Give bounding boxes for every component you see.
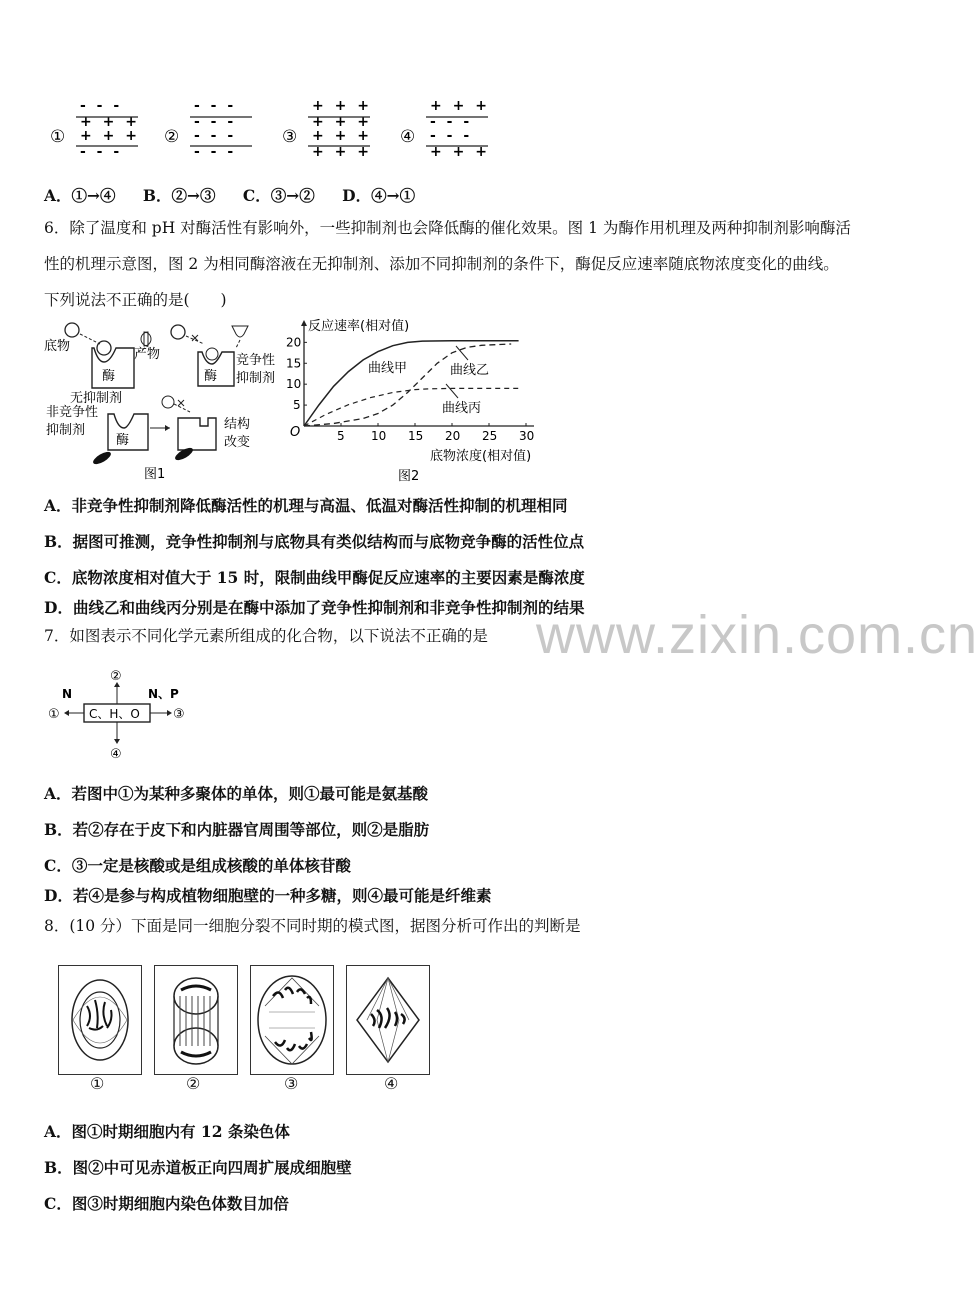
label-competitive: 竞争性 (236, 353, 276, 368)
q7-option-b: B．若②存在于皮下和内脏器官周围等部位，则②是脂肪 (44, 820, 430, 839)
q5-option-a: A．①→④ (44, 186, 116, 205)
cell-figure-1 (58, 965, 142, 1075)
cell-figure-4 (346, 965, 430, 1075)
x-axis-label: 底物浓度(相对值) (430, 449, 532, 464)
arrow-line (80, 334, 100, 344)
cell-caption-3: ③ (284, 1074, 299, 1093)
enzyme-mechanism-diagram (44, 318, 294, 484)
label-inhibitor: 抑制剂 (236, 371, 276, 386)
charge-row: - - - (194, 114, 237, 130)
cell-caption-2: ② (186, 1074, 201, 1093)
center-elements: C、H、O (89, 707, 140, 721)
compound-3: ③ (173, 707, 185, 722)
compound-1: ① (48, 707, 60, 722)
q7-stem: 7．如图表示不同化学元素所组成的化合物，以下说法不正确的是 (44, 627, 488, 645)
membrane-label: ④ (400, 127, 416, 147)
right-element: N、P (148, 687, 179, 701)
arrow-line (236, 340, 240, 348)
arrow-head (165, 425, 170, 431)
bound-noncompetitive-inhibitor (173, 446, 194, 463)
q7-option-a: A．若图中①为某种多聚体的单体，则①最可能是氨基酸 (44, 784, 429, 803)
altered-enzyme-shape (178, 418, 216, 450)
q6-option-d: D．曲线乙和曲线丙分别是在酶中添加了竞争性抑制剂和非竞争性抑制剂的结果 (44, 598, 585, 617)
charge-row: - - - (194, 144, 237, 160)
label-enzyme: 酶 (102, 369, 116, 384)
prophase-cell (59, 966, 141, 1074)
q6-stem-line1: 6．除了温度和 pH 对酶活性有影响外，一些抑制剂也会降低酶的催化效果。图 1 为酶作用机理及两种抑制剂影响酶活 (44, 219, 851, 237)
charge-row: + + + (80, 114, 140, 130)
charge-row: - - - (430, 128, 473, 144)
charge-row: - - - (430, 114, 473, 130)
q7-option-d: D．若④是参与构成植物细胞壁的一种多糖，则④最可能是纤维素 (44, 886, 492, 905)
series-label-2: 曲线乙 (450, 363, 490, 378)
y-axis-label: 反应速率(相对值) (308, 319, 410, 334)
blocked-x-icon (192, 335, 198, 341)
q7-diagram (44, 664, 204, 760)
competitive-inhibitor-shape (232, 326, 248, 337)
anaphase-cell (251, 966, 333, 1074)
q8-option-a: A．图①时期细胞内有 12 条染色体 (44, 1122, 290, 1141)
label-no-inhibitor: 无抑制剂 (70, 391, 123, 406)
telophase-cell (155, 966, 237, 1074)
q5-option-b: B．②→③ (142, 186, 216, 205)
label-enzyme: 酶 (116, 433, 130, 448)
element-compound-diagram (44, 664, 204, 760)
membrane-figures (44, 98, 490, 166)
membrane-label: ① (50, 127, 66, 147)
arrow-line (174, 404, 190, 412)
charge-row: - - - (80, 98, 123, 114)
q8-stem: 8．(10 分）下面是同一细胞分裂不同时期的模式图，据图分析可作出的判断是 (44, 917, 581, 935)
label-enzyme: 酶 (204, 369, 218, 384)
label-product: 产物 (134, 347, 161, 362)
series-label-1: 曲线甲 (368, 361, 408, 376)
charge-row: - - - (194, 128, 237, 144)
x-tick-label: 20 (445, 429, 461, 443)
y-tick-label: 15 (286, 356, 302, 371)
label-noncompetitive: 非竞争性 (46, 405, 99, 420)
q6-option-a: A．非竞争性抑制剂降低酶活性的机理与高温、低温对酶活性抑制的机理相同 (44, 496, 568, 515)
label-substrate: 底物 (44, 339, 71, 354)
compound-2: ② (110, 669, 122, 684)
q6-option-c: C．底物浓度相对值大于 15 时，限制曲线甲酶促反应速率的主要因素是酶浓度 (44, 568, 585, 587)
cell-figure-3 (250, 965, 334, 1075)
watermark: www.zixin.com.cn (536, 605, 978, 665)
arrow-head (167, 710, 172, 716)
leader-line (446, 384, 458, 398)
charge-row: + + + (312, 98, 372, 114)
figure2-caption: 图2 (398, 469, 420, 484)
left-element: N (62, 687, 73, 701)
compound-4: ④ (110, 747, 122, 762)
q6-option-b: B．据图可推测，竞争性抑制剂与底物具有类似结构而与底物竞争酶的活性位点 (44, 532, 585, 551)
cell-figure-2 (154, 965, 238, 1075)
x-tick-label: 10 (371, 429, 387, 443)
substrate-circle (162, 396, 174, 408)
q8-option-c: C．图③时期细胞内染色体数目加倍 (44, 1194, 289, 1213)
y-tick-label: 10 (286, 377, 302, 392)
x-tick-label: 15 (408, 429, 424, 443)
series-line-3 (304, 388, 519, 426)
y-axis-arrow (301, 320, 307, 326)
charge-row: - - - (194, 98, 237, 114)
q5-option-c: C．③→② (242, 186, 315, 205)
q8-option-b: B．图②中可见赤道板正向四周扩展成细胞壁 (44, 1158, 352, 1177)
cell-caption-4: ④ (384, 1074, 399, 1093)
series-line-1 (304, 341, 519, 426)
membrane-label: ③ (282, 127, 298, 147)
leader-line (456, 346, 468, 360)
label-structure: 结构 (224, 417, 251, 432)
inhibitor-in-site (206, 348, 218, 360)
q6-stem-line3: 下列说法不正确的是( ) (44, 291, 227, 309)
substrate-circle (171, 325, 185, 339)
q6-figure2 (280, 314, 570, 486)
charge-row: + + + (312, 114, 372, 130)
label-change: 改变 (224, 435, 251, 450)
bound-substrate (97, 341, 111, 355)
y-tick-label: 20 (286, 335, 302, 350)
q5-options (44, 186, 437, 206)
arrow-head (114, 739, 120, 744)
membrane-label: ② (164, 127, 180, 147)
reaction-rate-chart (280, 314, 570, 486)
q7-option-c: C．③一定是核酸或是组成核酸的单体核苷酸 (44, 856, 351, 875)
charge-row: + + + (430, 98, 490, 114)
arrow-head (64, 710, 69, 716)
metaphase-cell (347, 966, 429, 1074)
charge-row: - - - (80, 144, 123, 160)
noncompetitive-inhibitor (91, 450, 112, 467)
label-inhibitor: 抑制剂 (46, 423, 86, 438)
x-tick-label: 5 (337, 429, 345, 443)
q6-figure1 (44, 318, 294, 484)
substrate-circle (65, 323, 79, 337)
series-label-3: 曲线丙 (442, 401, 482, 416)
cell-caption-1: ① (90, 1074, 105, 1093)
q5-option-d: D．④→① (342, 186, 416, 205)
charge-row: + + + (430, 144, 490, 160)
arrow-line (186, 336, 204, 344)
figure1-caption: 图1 (144, 467, 166, 482)
charge-row: + + + (80, 128, 140, 144)
q5-membranes (44, 98, 490, 166)
y-tick-label: 5 (293, 398, 301, 413)
q6-stem-line2: 性的机理示意图，图 2 为相同酶溶液在无抑制剂、添加不同抑制剂的条件下，酶促反应速率随底物浓度变化的曲线。 (44, 255, 839, 273)
x-tick-label: 25 (482, 429, 498, 443)
charge-row: + + + (312, 128, 372, 144)
chart-origin: O (290, 425, 301, 440)
x-tick-label: 30 (519, 429, 535, 443)
charge-row: + + + (312, 144, 372, 160)
blocked-x-icon (178, 400, 184, 406)
